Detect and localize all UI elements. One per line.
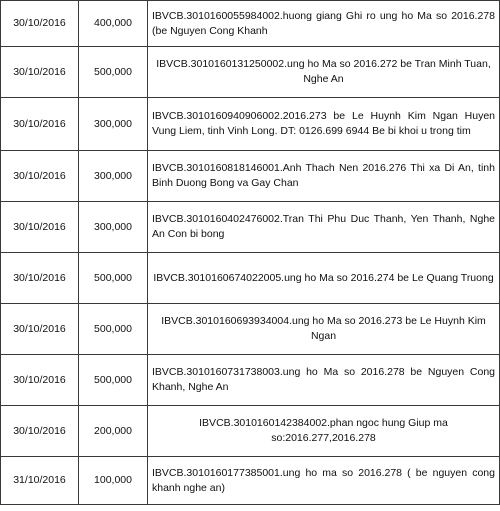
table-row — [1, 1, 500, 47]
table-row — [1, 98, 500, 151]
amount-cell: 500,000 — [79, 47, 148, 98]
description-cell: IBVCB.3010160731738003.ung ho Ma so 2016.278 be Nguyen Cong Khanh, Nghe An — [148, 355, 500, 406]
description-cell: IBVCB.3010160142384002.phan ngoc hung Giup ma so:2016.277,2016.278 — [148, 406, 500, 457]
table-row — [1, 253, 500, 304]
amount-cell: 500,000 — [79, 304, 148, 355]
amount-cell: 100,000 — [79, 457, 148, 505]
date-cell: 30/10/2016 — [1, 47, 79, 98]
date-cell: 30/10/2016 — [1, 304, 79, 355]
amount-cell: 300,000 — [79, 98, 148, 151]
description-cell: IBVCB.3010160818146001.Anh Thach Nen 2016.276 Thi xa Di An, tinh Binh Duong Bong va Gay Chan — [148, 151, 500, 202]
date-cell: 30/10/2016 — [1, 406, 79, 457]
amount-cell: 500,000 — [79, 253, 148, 304]
table-row — [1, 202, 500, 253]
table-row — [1, 304, 500, 355]
description-cell: IBVCB.3010160177385001.ung ho ma so 2016.278 ( be nguyen cong khanh nghe an) — [148, 457, 500, 505]
description-cell: IBVCB.3010160940906002.2016.273 be Le Huynh Kim Ngan Huyen Vung Liem, tinh Vinh Long. DT: 0126.699 6944 Be bi khoi u trong tim — [148, 98, 500, 151]
description-cell: IBVCB.3010160693934004.ung ho Ma so 2016.273 be Le Huynh Kim Ngan — [148, 304, 500, 355]
description-cell: IBVCB.3010160131250002.ung ho Ma so 2016.272 be Tran Minh Tuan, Nghe An — [148, 47, 500, 98]
table-row — [1, 355, 500, 406]
table-row — [1, 47, 500, 98]
table-row — [1, 457, 500, 505]
description-cell: IBVCB.3010160674022005.ung ho Ma so 2016.274 be Le Quang Truong — [148, 253, 500, 304]
description-cell: IBVCB.3010160402476002.Tran Thi Phu Duc Thanh, Yen Thanh, Nghe An Con bi bong — [148, 202, 500, 253]
table-row — [1, 406, 500, 457]
table-row — [1, 151, 500, 202]
date-cell: 30/10/2016 — [1, 151, 79, 202]
amount-cell: 300,000 — [79, 151, 148, 202]
date-cell: 31/10/2016 — [1, 457, 79, 505]
date-cell: 30/10/2016 — [1, 355, 79, 406]
date-cell: 30/10/2016 — [1, 202, 79, 253]
description-cell: IBVCB.3010160055984002.huong giang Ghi ro ung ho Ma so 2016.278 (be Nguyen Cong Khanh — [148, 1, 500, 47]
date-cell: 30/10/2016 — [1, 1, 79, 47]
date-cell: 30/10/2016 — [1, 98, 79, 151]
amount-cell: 400,000 — [79, 1, 148, 47]
amount-cell: 500,000 — [79, 355, 148, 406]
amount-cell: 200,000 — [79, 406, 148, 457]
date-cell: 30/10/2016 — [1, 253, 79, 304]
amount-cell: 300,000 — [79, 202, 148, 253]
